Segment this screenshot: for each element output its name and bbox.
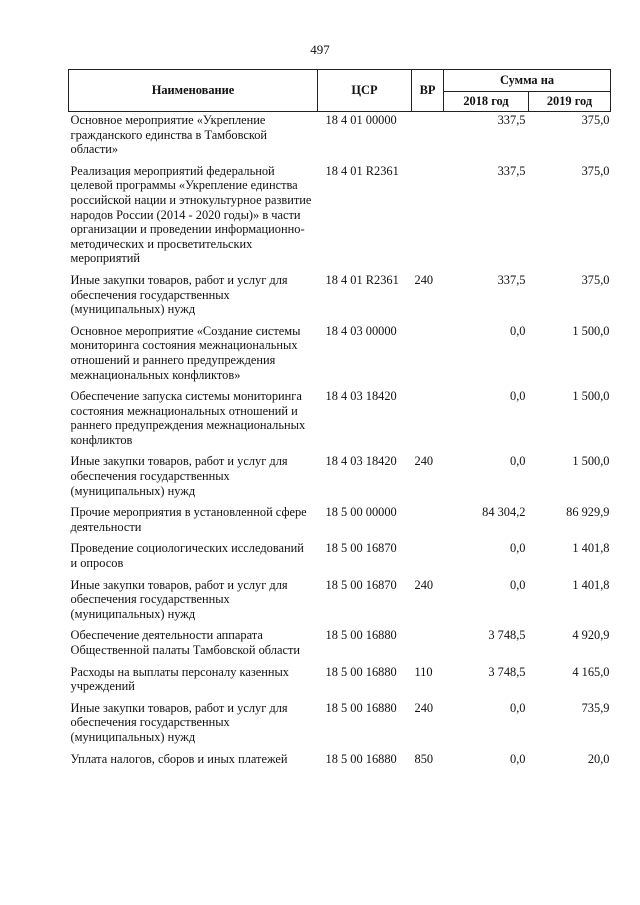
table-row (69, 164, 611, 273)
header-name: Наименование (69, 70, 318, 112)
row-vr-code (412, 505, 444, 541)
page-number: 497 (310, 42, 330, 57)
row-csr-code: 18 5 00 16870 (325, 577, 397, 592)
table-row (69, 389, 611, 454)
row-csr-code: 18 5 00 16880 (325, 751, 397, 766)
row-csr-code: 18 4 01 00000 (325, 113, 397, 127)
table-body (69, 112, 611, 774)
row-vr-code: 240 (414, 577, 434, 592)
table-row (69, 324, 611, 389)
row-name: Прочие мероприятия в установленной сфере деятельности (70, 505, 307, 534)
row-sum-2018: 337,5 (497, 163, 526, 178)
table-row (69, 541, 611, 577)
row-sum-2018: 337,5 (497, 113, 526, 127)
row-name: Иные закупки товаров, работ и услуг для обеспечения государственных (муниципальных) нужд (70, 454, 288, 498)
row-sum-2019: 1 401,8 (572, 541, 610, 556)
header-year-2019: 2019 год (529, 92, 611, 112)
row-csr-code: 18 4 01 R2361 (325, 272, 399, 287)
header-vr: ВР (412, 70, 444, 112)
row-sum-2019: 375,0 (581, 113, 610, 127)
row-csr-code: 18 5 00 16880 (325, 664, 397, 679)
row-sum-2019: 375,0 (581, 272, 610, 287)
row-sum-2019: 1 500,0 (572, 389, 610, 404)
table-row (69, 578, 611, 629)
row-vr-code: 110 (414, 664, 433, 679)
row-csr-code: 18 4 03 18420 (325, 389, 397, 404)
row-csr-code: 18 4 03 18420 (325, 454, 397, 469)
row-csr-code: 18 4 03 00000 (325, 323, 397, 338)
row-vr-code (412, 112, 444, 164)
row-vr-code (412, 164, 444, 273)
row-name: Реализация мероприятий федеральной целевой программы «Укрепление единства российской нации и этнокультурное развитие народов России (2014 - 2020 годы)» в части организации и проведении информационно-методических и просветительских мероприятий (70, 163, 312, 266)
row-csr-code: 18 4 01 R2361 (325, 163, 399, 178)
row-sum-2018: 3 748,5 (488, 628, 526, 643)
row-sum-2018: 0,0 (510, 389, 526, 404)
row-sum-2018: 84 304,2 (482, 505, 526, 520)
row-csr-code: 18 5 00 16870 (325, 541, 397, 556)
row-name: Иные закупки товаров, работ и услуг для обеспечения государственных (муниципальных) нужд (70, 272, 288, 317)
row-sum-2019: 1 401,8 (572, 577, 610, 592)
row-sum-2019: 86 929,9 (566, 505, 610, 520)
row-sum-2019: 4 920,9 (572, 628, 610, 643)
row-name: Обеспечение деятельности аппарата Общественной палаты Тамбовской области (70, 628, 301, 657)
row-name: Иные закупки товаров, работ и услуг для обеспечения государственных (муниципальных) нужд (70, 700, 288, 744)
row-sum-2019: 1 500,0 (572, 454, 610, 469)
table-header (69, 70, 611, 112)
row-csr-code: 18 5 00 16880 (325, 628, 397, 643)
table-row (69, 665, 611, 701)
row-name: Иные закупки товаров, работ и услуг для обеспечения государственных (муниципальных) нужд (70, 577, 288, 621)
row-name: Основное мероприятие «Укрепление гражданского единства в Тамбовской области» (70, 113, 268, 157)
table-row (69, 752, 611, 774)
row-vr-code (412, 628, 444, 664)
header-year-2018: 2018 год (444, 92, 529, 112)
row-sum-2018: 0,0 (510, 454, 526, 469)
row-vr-code (412, 389, 444, 454)
row-name: Проведение социологических исследований и опросов (70, 541, 304, 571)
row-name: Обеспечение запуска системы мониторинга состояния межнациональных отношений и раннего предупреждения межнациональных конфликтов (70, 389, 306, 447)
row-csr-code: 18 5 00 16880 (325, 700, 397, 715)
row-sum-2018: 0,0 (510, 751, 526, 766)
table-row (69, 112, 611, 164)
row-sum-2018: 0,0 (510, 577, 526, 592)
row-sum-2019: 735,9 (581, 700, 610, 715)
table-row (69, 701, 611, 752)
row-name: Уплата налогов, сборов и иных платежей (70, 751, 288, 766)
row-csr-code: 18 5 00 00000 (325, 505, 397, 520)
row-sum-2018: 3 748,5 (488, 664, 526, 679)
table-row (69, 628, 611, 664)
row-sum-2019: 4 165,0 (572, 664, 610, 679)
row-sum-2018: 0,0 (510, 541, 526, 556)
row-vr-code: 240 (414, 700, 434, 715)
row-name: Основное мероприятие «Создание системы мониторинга состояния межнациональных отношений и раннего предупреждения межнациональных конфликтов» (70, 323, 301, 382)
row-vr-code: 240 (414, 454, 434, 469)
row-vr-code: 850 (414, 751, 434, 766)
row-sum-2018: 0,0 (510, 700, 526, 715)
row-sum-2019: 1 500,0 (572, 323, 610, 338)
row-vr-code: 240 (414, 272, 434, 287)
row-vr-code (412, 324, 444, 389)
header-csr: ЦСР (318, 70, 412, 112)
row-vr-code (412, 541, 444, 577)
row-sum-2019: 375,0 (581, 163, 610, 178)
row-sum-2018: 0,0 (510, 323, 526, 338)
table-row (69, 505, 611, 541)
row-sum-2019: 20,0 (587, 751, 610, 766)
table-row (69, 273, 611, 324)
row-sum-2018: 337,5 (497, 272, 526, 287)
header-sum: Сумма на (444, 70, 611, 92)
table-row (69, 454, 611, 505)
row-name: Расходы на выплаты персоналу казенных учреждений (70, 664, 289, 694)
budget-table (68, 69, 611, 773)
